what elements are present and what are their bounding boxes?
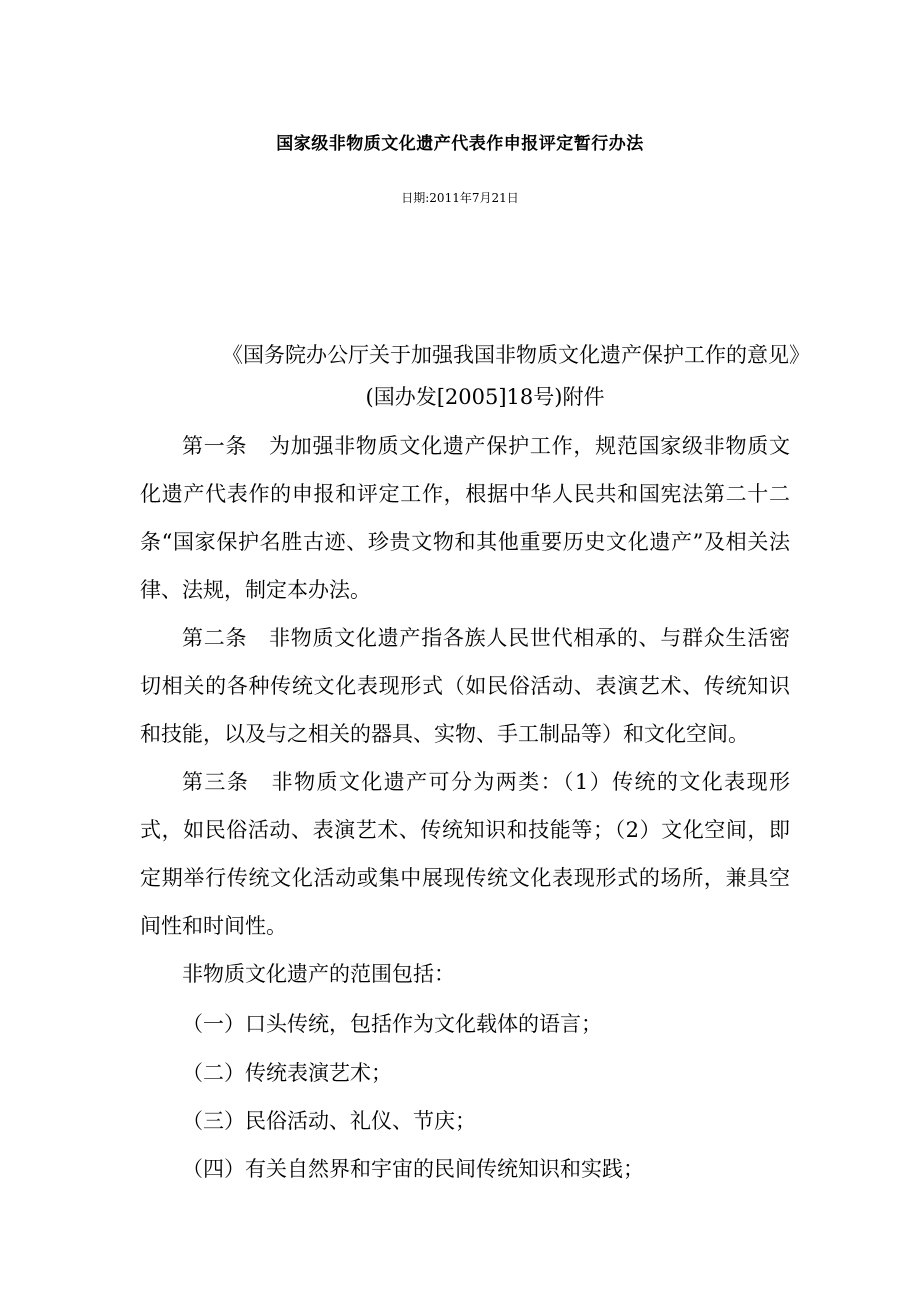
scope-item-2: （二）传统表演艺术； <box>182 1061 392 1085</box>
scope-item-1: （一）口头传统，包括作为文化载体的语言； <box>182 1012 602 1036</box>
article-3-paragraph: 第三条 非物质文化遗产可分为两类：（1）传统的文化表现形式，如民俗活动、表演艺术、传统知识和技能等；（2）文化空间，即定期举行传统文化活动或集中展现传统文化表现形式的场所，兼具空间性和时间性。 <box>140 770 790 938</box>
scope-intro-paragraph: 非物质文化遗产的范围包括： <box>182 962 455 986</box>
scope-item-4: （四）有关自然界和宇宙的民间传统知识和实践； <box>182 1157 644 1181</box>
document-date: 日期:2011年7月21日 <box>401 191 519 205</box>
article-2-paragraph: 第二条 非物质文化遗产指各族人民世代相承的、与群众生活密切相关的各种传统文化表现形式（如民俗活动、表演艺术、传统知识和技能，以及与之相关的器具、实物、手工制品等）和文化空间。 <box>140 626 790 746</box>
scope-item-3: （三）民俗活动、礼仪、节庆； <box>182 1109 476 1133</box>
document-title: 国家级非物质文化遗产代表作申报评定暂行办法 <box>276 134 644 154</box>
document-subtitle-line-2: (国办发[2005]18号)附件 <box>365 385 605 409</box>
document-subtitle-line-1: 《国务院办公厅关于加强我国非物质文化遗产保护工作的意见》 <box>222 343 810 367</box>
article-1-paragraph: 第一条 为加强非物质文化遗产保护工作，规范国家级非物质文化遗产代表作的申报和评定工作，根据中华人民共和国宪法第二十二条“国家保护名胜古迹、珍贵文物和其他重要历史文化遗产”及相关法律、法规，制定本办法。 <box>140 434 790 602</box>
